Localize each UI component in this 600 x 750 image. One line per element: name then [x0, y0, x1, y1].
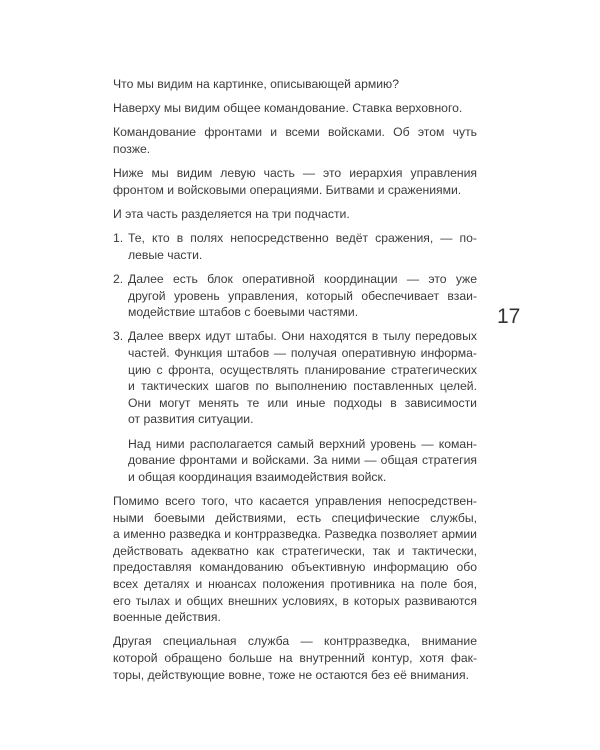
- paragraph-line: Что мы видим на картинке, описывающей армию?: [113, 77, 399, 91]
- list-number: 3.: [113, 329, 124, 344]
- page-number: 17: [497, 305, 521, 328]
- list-item-line: частей. Функция штабов — получая оперативную информа-: [128, 346, 477, 360]
- paragraph-line: которой обращено больше на внутренний контур, хотя фак-: [113, 651, 477, 665]
- paragraph-line: и общая координация взаимодействия войск.: [128, 469, 387, 484]
- paragraph-line: предоставляя командованию объективную информацию обо: [113, 560, 477, 575]
- paragraph-line: фронтом и войсковыми операциями. Битвами и сражениями.: [113, 182, 462, 197]
- list-item-line: Далее есть блок оперативной координации — это уже: [128, 272, 477, 286]
- list-number: 2.: [113, 272, 124, 286]
- list-item-line: левые части.: [128, 247, 203, 262]
- list-item-line: Те, кто в полях непосредственно ведёт сражения, — по-: [128, 231, 477, 246]
- paragraph-line: Командование фронтами и всеми войсками. Об этом чуть: [113, 125, 477, 140]
- paragraph-line: а именно разведка и контрразведка. Разведка позволяет армии: [113, 527, 477, 542]
- list-item-line: от развития ситуации.: [128, 412, 254, 427]
- paragraph-line: Ниже мы видим левую часть — это иерархия управления: [113, 166, 477, 181]
- paragraph-line: Помимо всего того, что касается управления непосредствен-: [113, 494, 477, 508]
- list-number: 1.: [113, 231, 124, 246]
- paragraph-line: его тылах и общих внешних условиях, в которых развиваются: [113, 593, 477, 608]
- paragraph-line: торы, действующие вовне, тоже не остаются без её внимания.: [113, 667, 469, 682]
- paragraph-line: И эта часть разделяется на три подчасти.: [113, 207, 350, 221]
- paragraph-line: Другая специальная служба — контрразведка, внимание: [113, 634, 477, 649]
- paragraph-line: Над ними располагается самый верхний уровень — коман-: [128, 436, 477, 451]
- paragraph-line: Наверху мы видим общее командование. Ставка верховного.: [113, 101, 463, 116]
- paragraph-line: ными боевыми действиями, есть специфические службы,: [113, 510, 477, 525]
- paragraph-line: военные действия.: [113, 610, 221, 625]
- paragraph-line: всех деталях и нюансах положения противника на поле боя,: [113, 577, 477, 591]
- paragraph-line: позже.: [113, 142, 151, 156]
- list-item-line: Далее вверх идут штабы. Они находятся в тылу передовых: [128, 329, 477, 344]
- paragraph-line: действовать адекватно как стратегически, так и тактически,: [113, 543, 477, 558]
- list-item-line: модействие штабов с боевыми частями.: [128, 305, 359, 320]
- list-item-line: другой уровень управления, который обеспечивает взаи-: [128, 288, 477, 303]
- list-item-line: и тактических шагов по выполнению поставленных целей.: [128, 379, 477, 394]
- list-item-line: Они могут менять те или иные подходы в зависимости: [128, 395, 477, 410]
- paragraph-line: дование фронтами и войсками. За ними — общая стратегия: [128, 453, 477, 468]
- list-item-line: цию с фронта, осуществлять планирование стратегических: [128, 362, 477, 377]
